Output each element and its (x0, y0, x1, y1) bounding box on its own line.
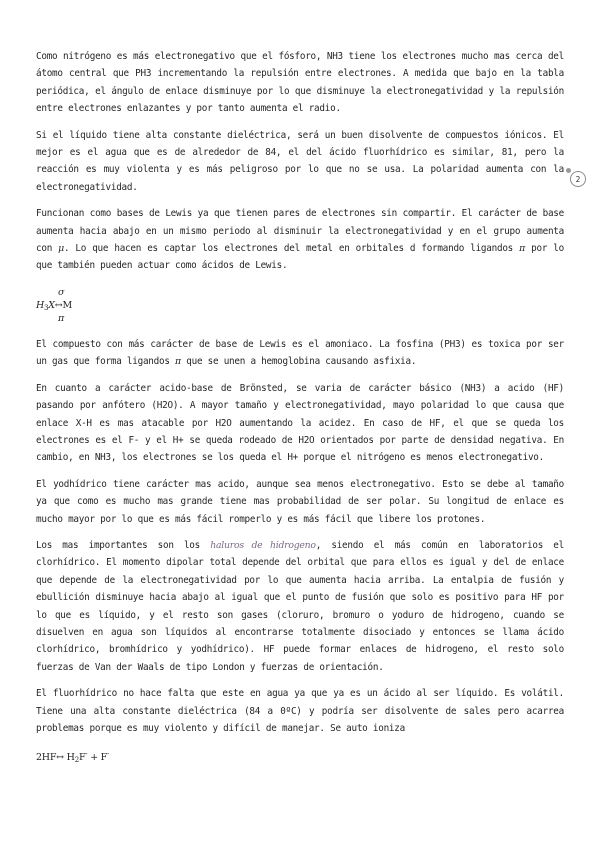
document-page (36, 48, 564, 770)
paragraph-ammonia-phosphine (36, 336, 564, 371)
text-segment: Funcionan como bases de Lewis ya que tienen pares de electrones sin compartir. El carácter de base aumenta hacia abajo en un mismo periodo al disminuir la electronegatividad y en el grupo aumenta con (36, 208, 564, 255)
equation-subscript: 2 (74, 756, 79, 765)
pi-symbol: π (58, 312, 64, 324)
formula-main-line (36, 297, 72, 317)
paragraph-hydrogen-halides (36, 537, 564, 676)
formula-subscript: 3 (44, 303, 49, 312)
pi-symbol: π (519, 243, 526, 255)
paragraph-hydrofluoric: El fluorhídrico no hace falta que este en agua ya que ya es un ácido al ser líquido. Es volátil. Tiene una alta constante dieléctrica (84 a 0ºC) y podría ser disolvente de sales pero acarrea problemas porque es muy violento y difícil de manejar. Se auto ioniza (36, 688, 564, 734)
paragraph-lewis-bases (36, 205, 564, 275)
text-segment: . Lo que hacen es captar los electrones del metal en orbitales d formando ligandos (63, 243, 514, 255)
text-segment: Los mas importantes son los (36, 539, 201, 551)
equation-h: H (66, 752, 75, 764)
paragraph-hydroiodic: El yodhídrico tiene carácter mas acido, aunque sea menos electronegativo. Esto se debe al tamaño ya que como es mucho mas grande tiene mas probabilidad de ser polar. Su longitud de enlace es mucho mayor por lo que es más fácil romperlo y es más fácil que libere los protones. (36, 478, 564, 525)
equation-arrow: ↔ (56, 752, 64, 764)
paragraph-nitrogen-phosphorus: Como nitrógeno es más electronegativo que el fósforo, NH3 tiene los electrones mucho mas cerca del átomo central que PH3 incrementando la repulsión entre electrones. A medida que bajo en la tabla periódica, el ángulo de enlace disminuye por lo que disminuye la electronegatividad y la repulsión entre electrones enlazantes y por tanto aumenta el radio. (36, 51, 564, 115)
formula-x: X (48, 299, 55, 311)
equation-lhs: 2HF (36, 752, 57, 764)
pi-symbol: π (175, 356, 181, 368)
text-segment: por lo que también pueden actuar como ácidos de Lewis. (36, 243, 564, 272)
text-segment: El compuesto con más carácter de base de Lewis es el amoniaco. La fosfina (PH3) es toxica por ser un gas que forma ligandos (36, 338, 564, 368)
paragraph-bronsted: En cuanto a carácter acido-base de Brönsted, se varia de carácter básico (NH3) a acido (HF) pasando por anfótero (H2O). A mayor tamaño y electronegatividad, mayo polaridad lo que causa que enlace X-H es mas atacable por H2O aumentando la acidez. En caso de HF, el que se queda los electrones es el F- y el H+ se queda rodeado de H2O orientados por parte de densidad negativa. En cambio, en NH3, los electrones se los queda el H+ porque el nitrógeno es menos electronegativo. (36, 382, 564, 464)
autoionization-equation (36, 746, 564, 769)
equation-plus-f: + F (90, 752, 108, 764)
sigma-symbol: σ (58, 286, 65, 298)
page-number-badge[interactable]: 2 (570, 171, 586, 187)
page-marker-dot (566, 168, 571, 173)
formula-m: M (62, 299, 72, 311)
paragraph-dielectric-constant: Si el líquido tiene alta constante dieléctrica, será un buen disolvente de compuestos iónicos. El mejor es el agua que es de alrededor de 84, el del ácido fluorhídrico es similar, 81, pero la reacción es muy violenta y es más peligroso por lo que no se usa. La polaridad aumenta con la electronegatividad. (36, 129, 564, 193)
equation-superscript: - (107, 750, 110, 759)
mu-symbol: μ (58, 243, 64, 255)
formula-h: H (36, 299, 45, 311)
formula-arrow: ↔ (54, 299, 63, 311)
equation-superscript: - (85, 750, 88, 759)
text-segment: que se unen a hemoglobina causando asfixia. (186, 356, 417, 368)
highlighted-term: haluros de hidrogeno (210, 539, 316, 551)
equation-f: F (78, 752, 86, 764)
bonding-formula (36, 284, 564, 326)
text-segment: , siendo el más común en laboratorios el clorhídrico. El momento dipolar total depende del orbital que para ellos es igual y del de enlace que depende de la electronegatividad por lo que aumenta hacia arriba. La entalpia de fusión y ebullición disminuye hacia abajo al igual que el punto de fusión que solo es positivo para HF por lo que es líquido, y el resto son gases (cloruro, bromuro o yoduro de hidrogeno, cuando se disuelven en agua son líquidos al encontrarse totalmente disociado y entonces se llama ácido clorhídrico, bromhídrico y yodhídrico). HF puede formar enlaces de hidrogeno, el resto solo fuerzas de Van der Waals de tipo London y fuerzas de orientación. (36, 539, 565, 673)
